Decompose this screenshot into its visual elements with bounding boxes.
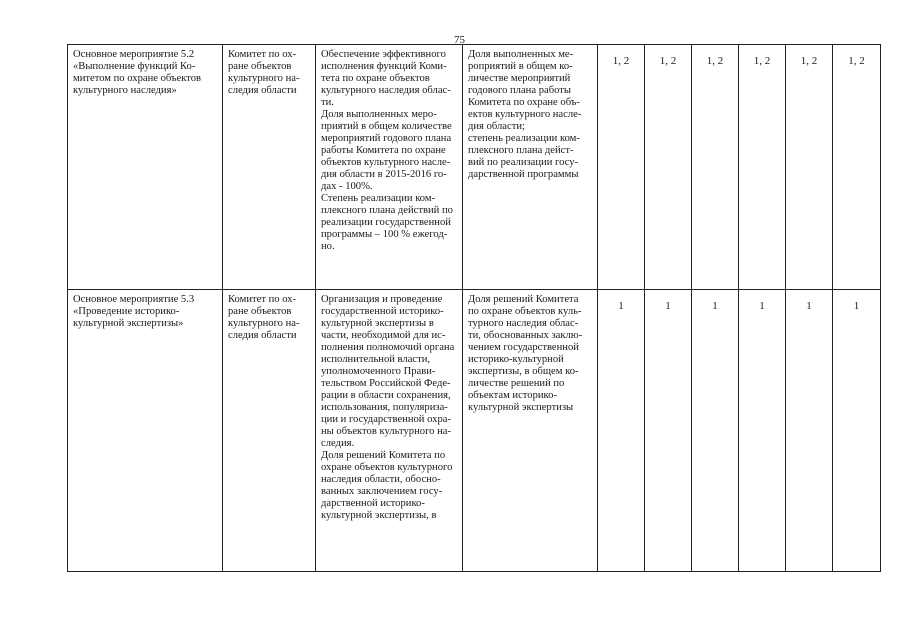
event-cell — [68, 45, 223, 290]
value-cell: 1 — [739, 290, 786, 572]
value-cell: 1, 2 — [645, 45, 692, 290]
content-cell — [316, 45, 463, 290]
value-cell: 1, 2 — [598, 45, 645, 290]
event-text: Основное мероприятие 5.2 «Выполнение функций Ко- митетом по охране объектов культурного наследия» — [73, 49, 202, 96]
program-table — [67, 44, 881, 572]
indicator-text: Доля выполненных ме- роприятий в общем ко- личестве мероприятий годового плана работы Комитета по охране объ- ектов культурного насле- дия области; степень реализации ком- плексного плана дейст- вий по реализации госу- дарственной программы — [468, 49, 582, 180]
value-cell: 1 — [786, 290, 833, 572]
content-text: Обеспечение эффективного исполнения функций Коми- тета по охране объектов культурного наследия облас- ти. Доля выполненных меро- приятий в общем количестве мероприятий годового плана работы Комитета по охране объектов культурного насле- дия области в 2015-2016 го- дах - 100%. Степень реализации ком- плексного плана действий по реализации государственной программы – 100 % ежегод- но. — [321, 49, 453, 252]
content-cell — [316, 290, 463, 572]
value-cell: 1, 2 — [739, 45, 786, 290]
event-cell — [68, 290, 223, 572]
value-cell: 1 — [645, 290, 692, 572]
value-cell: 1, 2 — [786, 45, 833, 290]
indicator-cell — [463, 45, 598, 290]
table-row — [68, 290, 881, 572]
page-number: 75 — [454, 34, 465, 46]
executor-text: Комитет по ох- ране объектов культурного на- следия области — [228, 49, 300, 96]
indicator-cell — [463, 290, 598, 572]
value-cell: 1 — [598, 290, 645, 572]
executor-text: Комитет по ох- ране объектов культурного на- следия области — [228, 294, 300, 341]
value-cell: 1 — [692, 290, 739, 572]
event-text: Основное мероприятие 5.3 «Проведение историко- культурной экспертизы» — [73, 294, 195, 329]
table-row — [68, 45, 881, 290]
value-cell: 1, 2 — [692, 45, 739, 290]
indicator-text: Доля решений Комитета по охране объектов куль- турного наследия облас- ти, обоснованных заклю- чением государственной историко-культурной экспертизы, в общем ко- личестве решений по объектам историко- культурной экспертизы — [468, 294, 583, 413]
executor-cell — [223, 45, 316, 290]
content-text: Организация и проведение государственной историко- культурной экспертизы в части, необходимой для ис- полнения полномочий органа исполнительной власти, уполномоченного Прави- тельством Российской Феде- рации в области сохранения, использования, популяриза- ции и государственной охра- ны объектов культурного на- следия. Доля решений Комитета по охране объектов культурного наследия области, обосно- ванных заключением госу- дарственной историко- культурной экспертизы, в — [321, 294, 455, 521]
value-cell: 1 — [833, 290, 881, 572]
value-cell: 1, 2 — [833, 45, 881, 290]
executor-cell — [223, 290, 316, 572]
